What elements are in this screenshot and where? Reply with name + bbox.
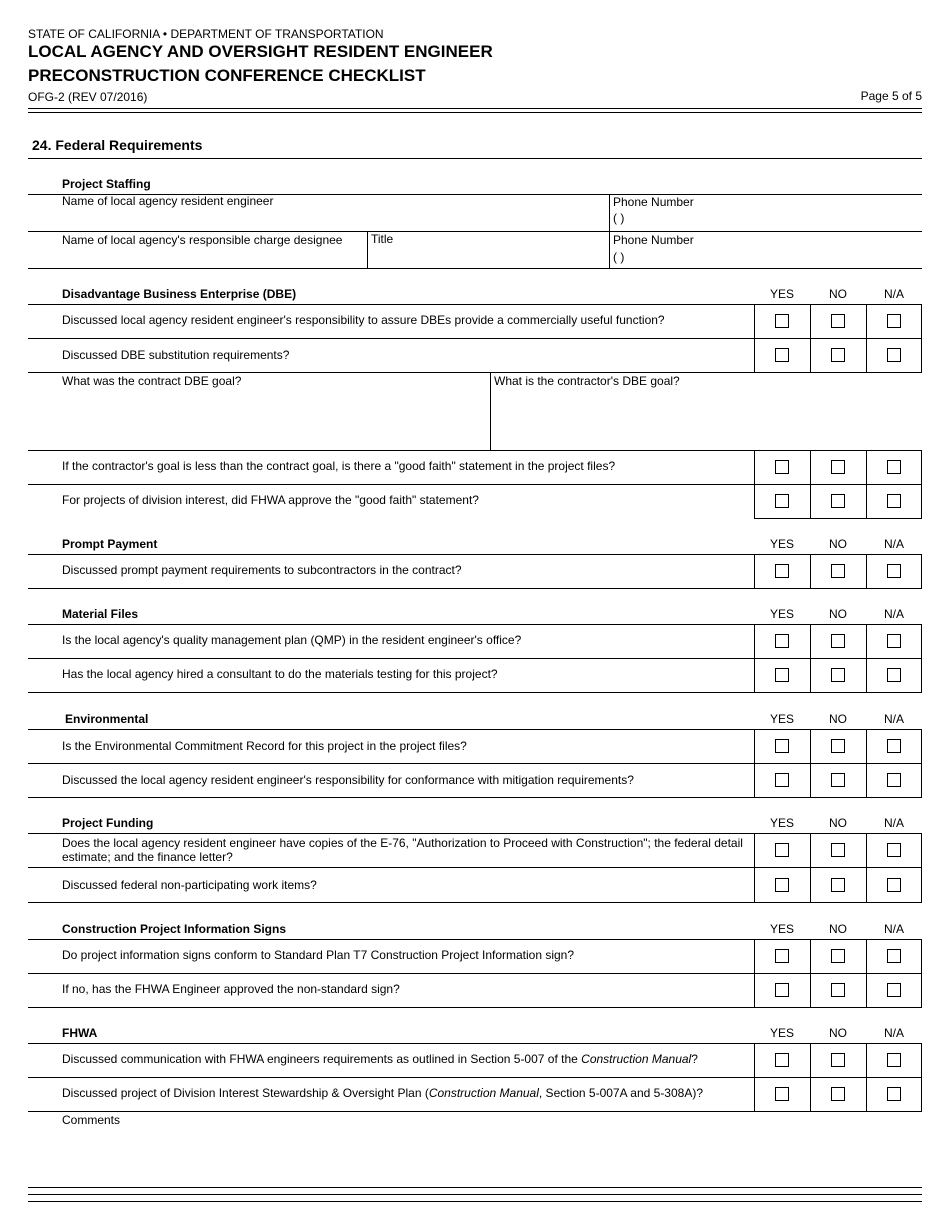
header-rule-2	[28, 112, 922, 113]
grid-divider	[866, 624, 867, 693]
question-text: Is the Environmental Commitment Record for this project in the project files?	[62, 739, 467, 753]
phone-field-2[interactable]	[650, 249, 910, 267]
no-checkbox[interactable]	[831, 564, 845, 578]
question-text: Discussed DBE substitution requirements?	[62, 348, 290, 362]
col-na: N/A	[883, 816, 904, 830]
phone-label-1: Phone Number	[613, 195, 694, 209]
dbe-heading: Disadvantage Business Enterprise (DBE)	[62, 287, 297, 301]
grid-divider	[866, 304, 867, 373]
fhwa-heading: FHWA	[62, 1026, 98, 1040]
no-checkbox[interactable]	[831, 739, 845, 753]
agency-name: STATE OF CALIFORNIA • DEPARTMENT OF TRANSPORTATION	[28, 27, 384, 41]
yes-checkbox[interactable]	[775, 878, 789, 892]
prompt-heading: Prompt Payment	[62, 537, 158, 551]
question-text: If the contractor's goal is less than the contract goal, is there a "good faith" statement in the project files?	[62, 459, 616, 473]
dbe-goal-divider	[490, 372, 491, 450]
na-checkbox[interactable]	[887, 634, 901, 648]
question-text: Discussed federal non-participating work items?	[62, 878, 317, 892]
question-text: Has the local agency hired a consultant to do the materials testing for this project?	[62, 667, 498, 681]
grid-divider	[810, 304, 811, 373]
na-checkbox[interactable]	[887, 314, 901, 328]
title-field[interactable]	[372, 248, 604, 266]
question-text: Discussed the local agency resident engineer's responsibility for conformance with mitigation requirements?	[62, 773, 634, 787]
footer-rule-1	[28, 1187, 922, 1188]
footer-rule-2	[28, 1194, 922, 1195]
page-number: Page 5 of 5	[860, 89, 922, 103]
col-na: N/A	[883, 1026, 904, 1040]
yes-checkbox[interactable]	[775, 1053, 789, 1067]
grid-divider	[810, 554, 811, 589]
no-checkbox[interactable]	[831, 494, 845, 508]
col-no: NO	[829, 1026, 847, 1040]
yes-checkbox[interactable]	[775, 494, 789, 508]
na-checkbox[interactable]	[887, 773, 901, 787]
col-no: NO	[829, 922, 847, 936]
material-heading: Material Files	[62, 607, 139, 621]
resident-engineer-field[interactable]	[64, 208, 604, 228]
yes-checkbox[interactable]	[775, 773, 789, 787]
yes-checkbox[interactable]	[775, 739, 789, 753]
question-text: Discussed local agency resident engineer's responsibility to assure DBEs provide a commercially useful function?	[62, 313, 665, 327]
col-yes: YES	[769, 1026, 794, 1040]
grid-divider	[921, 304, 922, 373]
header-rule	[28, 108, 922, 109]
contract-dbe-goal-field[interactable]	[64, 392, 484, 444]
title-label: Title	[371, 232, 394, 246]
staffing-heading: Project Staffing	[62, 177, 151, 191]
grid-divider	[810, 729, 811, 798]
section-rule	[28, 158, 922, 159]
col-no: NO	[829, 287, 847, 301]
no-checkbox[interactable]	[831, 348, 845, 362]
charge-designee-field[interactable]	[64, 248, 362, 266]
comments-label: Comments	[62, 1113, 121, 1127]
na-checkbox[interactable]	[887, 348, 901, 362]
title-divider	[367, 231, 368, 268]
grid-divider	[866, 939, 867, 1008]
no-checkbox[interactable]	[831, 983, 845, 997]
no-checkbox[interactable]	[831, 460, 845, 474]
col-no: NO	[829, 537, 847, 551]
na-checkbox[interactable]	[887, 949, 901, 963]
form-title-line2: PRECONSTRUCTION CONFERENCE CHECKLIST	[28, 66, 426, 85]
no-checkbox[interactable]	[831, 773, 845, 787]
yes-checkbox[interactable]	[775, 348, 789, 362]
grid-divider	[810, 939, 811, 1008]
contractor-dbe-goal-label: What is the contractor's DBE goal?	[494, 374, 680, 388]
staffing-rule-bottom	[28, 268, 922, 269]
no-checkbox[interactable]	[831, 949, 845, 963]
col-yes: YES	[769, 922, 794, 936]
col-yes: YES	[769, 712, 794, 726]
grid-divider	[810, 833, 811, 903]
phone-paren-2: ( )	[613, 250, 625, 264]
na-checkbox[interactable]	[887, 668, 901, 682]
grid-divider	[866, 554, 867, 589]
comments-field[interactable]	[62, 1130, 922, 1182]
na-checkbox[interactable]	[887, 564, 901, 578]
col-na: N/A	[883, 712, 904, 726]
question-text: If no, has the FHWA Engineer approved the non-standard sign?	[62, 982, 400, 996]
grid-row-divider	[754, 484, 922, 485]
col-yes: YES	[769, 287, 794, 301]
contractor-dbe-goal-field[interactable]	[496, 392, 916, 444]
footer-rule-3	[28, 1201, 922, 1202]
yes-checkbox[interactable]	[775, 668, 789, 682]
question-text: Discussed prompt payment requirements to subcontractors in the contract?	[62, 563, 462, 577]
no-checkbox[interactable]	[831, 1087, 845, 1101]
col-yes: YES	[769, 537, 794, 551]
no-checkbox[interactable]	[831, 1053, 845, 1067]
na-checkbox[interactable]	[887, 878, 901, 892]
contract-dbe-goal-label: What was the contract DBE goal?	[62, 374, 242, 388]
no-checkbox[interactable]	[831, 668, 845, 682]
col-yes: YES	[769, 607, 794, 621]
question-text: Is the local agency's quality management plan (QMP) in the resident engineer's office?	[62, 633, 522, 647]
question-text: For projects of division interest, did FHWA approve the "good faith" statement?	[62, 493, 479, 507]
col-na: N/A	[883, 537, 904, 551]
col-no: NO	[829, 712, 847, 726]
yes-checkbox[interactable]	[775, 314, 789, 328]
signs-heading: Construction Project Information Signs	[62, 922, 287, 936]
yes-checkbox[interactable]	[775, 983, 789, 997]
section-title: 24. Federal Requirements	[32, 137, 203, 153]
staffing-rule-mid	[28, 231, 922, 232]
col-na: N/A	[883, 607, 904, 621]
funding-heading: Project Funding	[62, 816, 154, 830]
phone-field-1[interactable]	[650, 210, 910, 228]
na-checkbox[interactable]	[887, 983, 901, 997]
grid-divider	[810, 1043, 811, 1112]
na-checkbox[interactable]	[887, 460, 901, 474]
no-checkbox[interactable]	[831, 634, 845, 648]
yes-checkbox[interactable]	[775, 1087, 789, 1101]
no-checkbox[interactable]	[831, 314, 845, 328]
grid-divider	[866, 833, 867, 903]
grid-divider	[866, 729, 867, 798]
yes-checkbox[interactable]	[775, 564, 789, 578]
yes-checkbox[interactable]	[775, 634, 789, 648]
col-no: NO	[829, 816, 847, 830]
col-na: N/A	[883, 287, 904, 301]
na-checkbox[interactable]	[887, 494, 901, 508]
question-text: Discussed project of Division Interest Stewardship & Oversight Plan (Construction Manual, Section 5-007A and 5-308A)?	[62, 1086, 704, 1100]
col-yes: YES	[769, 816, 794, 830]
yes-checkbox[interactable]	[775, 843, 789, 857]
na-checkbox[interactable]	[887, 843, 901, 857]
env-heading: Environmental	[65, 712, 149, 726]
na-checkbox[interactable]	[887, 1053, 901, 1067]
question-text: Do project information signs conform to Standard Plan T7 Construction Project Information sign?	[62, 948, 575, 962]
form-title-line1: LOCAL AGENCY AND OVERSIGHT RESIDENT ENGINEER	[28, 42, 493, 61]
question-text: Discussed communication with FHWA engineers requirements as outlined in Section 5-007 of the Construction Manual?	[62, 1052, 698, 1066]
phone-label-2: Phone Number	[613, 233, 694, 247]
charge-designee-label: Name of local agency's responsible charge designee	[62, 233, 343, 247]
no-checkbox[interactable]	[831, 843, 845, 857]
no-checkbox[interactable]	[831, 878, 845, 892]
na-checkbox[interactable]	[887, 1087, 901, 1101]
na-checkbox[interactable]	[887, 739, 901, 753]
question-text: Does the local agency resident engineer have copies of the E-76, "Authorization to Proceed with Construction"; the federal detail estimate; and the finance letter?	[62, 836, 743, 864]
col-no: NO	[829, 607, 847, 621]
resident-engineer-label: Name of local agency resident engineer	[62, 194, 274, 208]
phone-paren-1: ( )	[613, 211, 625, 225]
form-id: OFG-2 (REV 07/2016)	[28, 90, 148, 104]
col-na: N/A	[883, 922, 904, 936]
yes-checkbox[interactable]	[775, 460, 789, 474]
yes-checkbox[interactable]	[775, 949, 789, 963]
grid-divider	[810, 624, 811, 693]
grid-divider	[866, 1043, 867, 1112]
